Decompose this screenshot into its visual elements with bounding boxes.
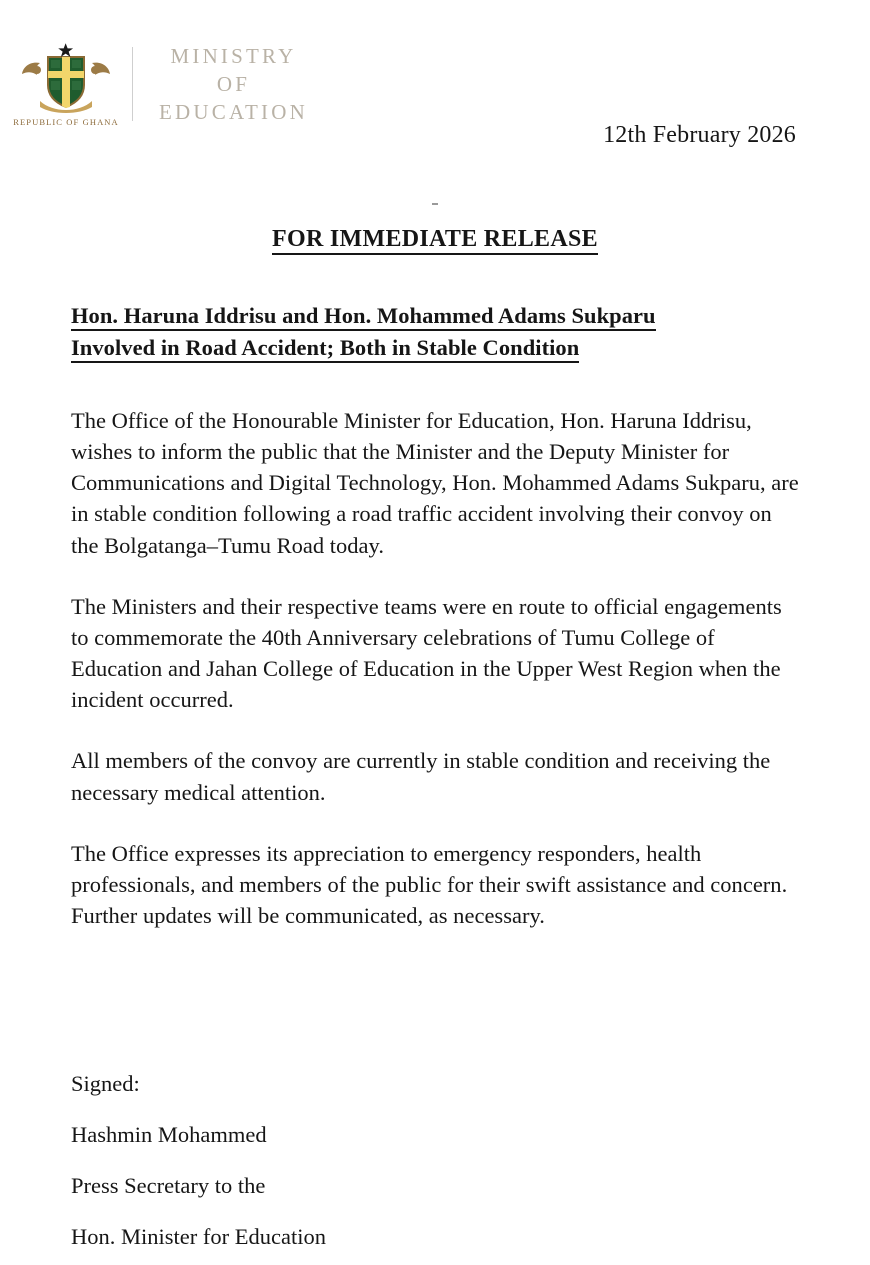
subject-heading-line-2: Involved in Road Accident; Both in Stable Condition — [71, 335, 579, 363]
ministry-title-line-2: OF — [216, 72, 251, 97]
signatory-name: Hashmin Mohammed — [71, 1121, 267, 1147]
signed-label: Signed: — [71, 1071, 140, 1096]
ghana-coat-of-arms-icon — [20, 41, 112, 115]
signatory-title-line-1: Press Secretary to the — [71, 1172, 266, 1198]
letterhead-divider — [132, 47, 133, 121]
coat-of-arms-caption: REPUBLIC OF GHANA — [13, 117, 119, 127]
paragraph-2: The Ministers and their respective teams were en route to official engagements to commemorate the 40th Anniversary celebrations of Tumu College of Education and Jahan College of Education in the Upper West Region when the incident occurred. — [71, 593, 782, 713]
coat-of-arms-block — [8, 34, 124, 134]
subject-heading-line-1: Hon. Haruna Iddrisu and Hon. Mohammed Adams Sukparu — [71, 303, 656, 331]
signature-block — [71, 1068, 671, 1253]
ministry-title-line-1: MINISTRY — [170, 44, 297, 69]
paragraph-1: The Office of the Honourable Minister for Education, Hon. Haruna Iddrisu, wishes to inform the public that the Minister and the Deputy Minister for Communications and Digital Technology, Hon. Mohammed Adams Sukparu, are in stable condition following a road traffic accident involving their convoy on the Bolgatanga–Tumu Road today. — [71, 408, 799, 558]
immediate-release-heading-text: FOR IMMEDIATE RELEASE — [272, 226, 598, 255]
stray-mark — [432, 203, 438, 205]
paragraph-3: All members of the convoy are currently in stable condition and receiving the necessary medical attention. — [71, 748, 771, 805]
immediate-release-heading — [0, 226, 870, 253]
release-date: 12th February 2026 — [603, 122, 796, 148]
ministry-title — [159, 41, 308, 126]
paragraph-4: The Office expresses its appreciation to emergency responders, health professionals, and members of the public for their swift assistance and concern. Further updates will be communicated, as necessary. — [71, 840, 788, 929]
body-text — [71, 405, 799, 961]
letterhead — [8, 34, 308, 134]
ministry-title-line-3: EDUCATION — [159, 99, 308, 124]
subject-heading — [71, 300, 783, 365]
signatory-title-line-2: Hon. Minister for Education — [71, 1223, 326, 1249]
